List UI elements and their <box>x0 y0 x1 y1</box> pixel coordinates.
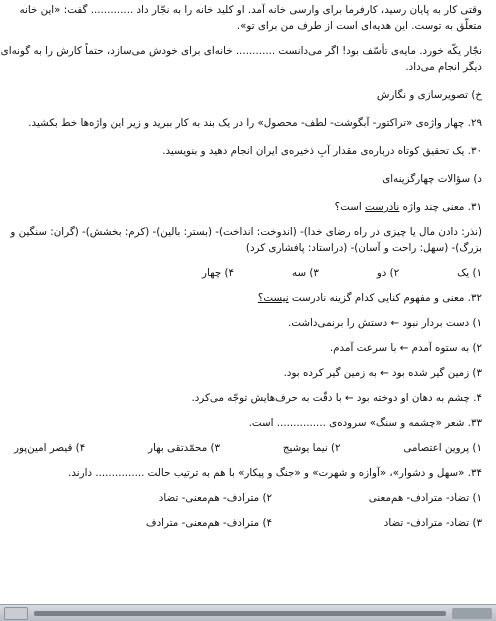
arrow-icon: ← <box>380 367 389 379</box>
option-4: ۴) مترادف- هم‌معنی- مترادف <box>145 517 272 529</box>
question-29: ۲۹. چهار واژه‌ی «تراکتور- آبگوشت- لطف- محصول» را در یک بند به کار ببرید و زیر این واژه‌ها خط بکشید. <box>28 117 482 129</box>
option-3: ۳) تضاد- مترادف- تضاد <box>383 517 482 529</box>
option-1: ۱) یک <box>457 267 482 279</box>
arrow-icon: ← <box>399 342 409 354</box>
underlined-word: نادرست <box>365 201 400 213</box>
text-line-4: دیگر انجام می‌داد. <box>405 61 482 73</box>
question-30: ۳۰. یک تحقیق کوتاه درباره‌ی مقدار آبِ ذخیره‌ی ایران انجام دهید و بنویسید. <box>162 145 482 157</box>
tray-area <box>452 608 492 619</box>
option-1: ۱) تضاد- مترادف- هم‌معنی <box>368 492 482 504</box>
question-32-option-1: ۱) دست بردار نبود ← دستش را برنمی‌داشت. <box>288 317 482 329</box>
start-button[interactable] <box>4 607 28 620</box>
question-34-options-row-2 <box>14 515 482 531</box>
arrow-icon: ← <box>344 392 354 404</box>
option-3: ۳) سه <box>291 267 319 279</box>
question-34-options-row-1 <box>14 490 482 506</box>
question-34: ۳۴. «سهل و دشوار»، «آوازه و شهرت» و «جنگ و پیکار» با هم به ترتیب حالت ............... دارند. <box>68 467 482 479</box>
question-32-option-2: ۲) به ستوه آمدم ← با سرعت آمدم. <box>329 342 482 354</box>
option-2: ۲) دو <box>376 267 400 279</box>
question-32-option-3: ۳) زمین گیر شده بود ← به زمین گیر کرده بود. <box>283 367 482 379</box>
question-31: ۳۱. معنی چند واژه نادرست است؟ <box>334 201 482 213</box>
question-33-options <box>14 440 482 456</box>
arrow-icon: ← <box>390 317 400 329</box>
text-line-1: وقتی کار به پایان رسید، کارفرما برای وارسی خانه آمد. او کلید خانه را به نجّار داد ............. گفت: «این خانه <box>19 4 482 16</box>
option-4: ۴) چهار <box>202 267 235 279</box>
question-32-option-4: ۴. چشم به دهان او دوخته بود ← با دقّت به حرف‌هایش توجّه می‌کرد. <box>191 392 482 404</box>
option-2: ۲) نیما یوشیج <box>282 442 341 454</box>
text-line-3: نجّار یکّه خورد. مایه‌ی تأسّف بود! اگر می‌دانست ............ خانه‌ای برای خودش می‌سازد، حتماً کارش را به گونه‌ای <box>0 45 482 57</box>
question-33: ۳۳. شعر «چشمه و سنگ» سروده‌ی ............... است. <box>248 417 482 429</box>
text-line-2: متعلّق به توست. این هدیه‌ای است از طرف من برای تو». <box>236 20 482 32</box>
underlined-word: نیست؟ <box>257 292 289 304</box>
scrollbar[interactable] <box>34 611 446 616</box>
question-32: ۳۲. معنی و مفهوم کنایی کدام گزینه نادرست نیست؟ <box>257 292 482 304</box>
section-heading-kh: خ) تصویرسازی و نگارش <box>376 89 482 101</box>
question-31-pairs-2: بزرگ)- (سهل: راحت و آسان)- (دراستاد: پافشاری کرد) <box>245 242 482 254</box>
question-31-options <box>202 265 482 281</box>
option-3: ۳) محمّدتقی بهار <box>148 442 221 454</box>
taskbar <box>0 604 496 621</box>
section-heading-d: د) سؤالات چهارگزینه‌ای <box>382 173 482 185</box>
option-4: ۴) قیصر امین‌پور <box>14 442 86 454</box>
option-2: ۲) مترادف- هم‌معنی- تضاد <box>158 492 272 504</box>
question-31-pairs-1: (نذر: دادن مال یا چیزی در راه رضای خدا)- (اندوخت: انداخت)- (بستر: بالین)- (کرم: بخشش)- (گران: سنگین و <box>10 226 482 238</box>
option-1: ۱) پروین اعتصامی <box>403 442 482 454</box>
